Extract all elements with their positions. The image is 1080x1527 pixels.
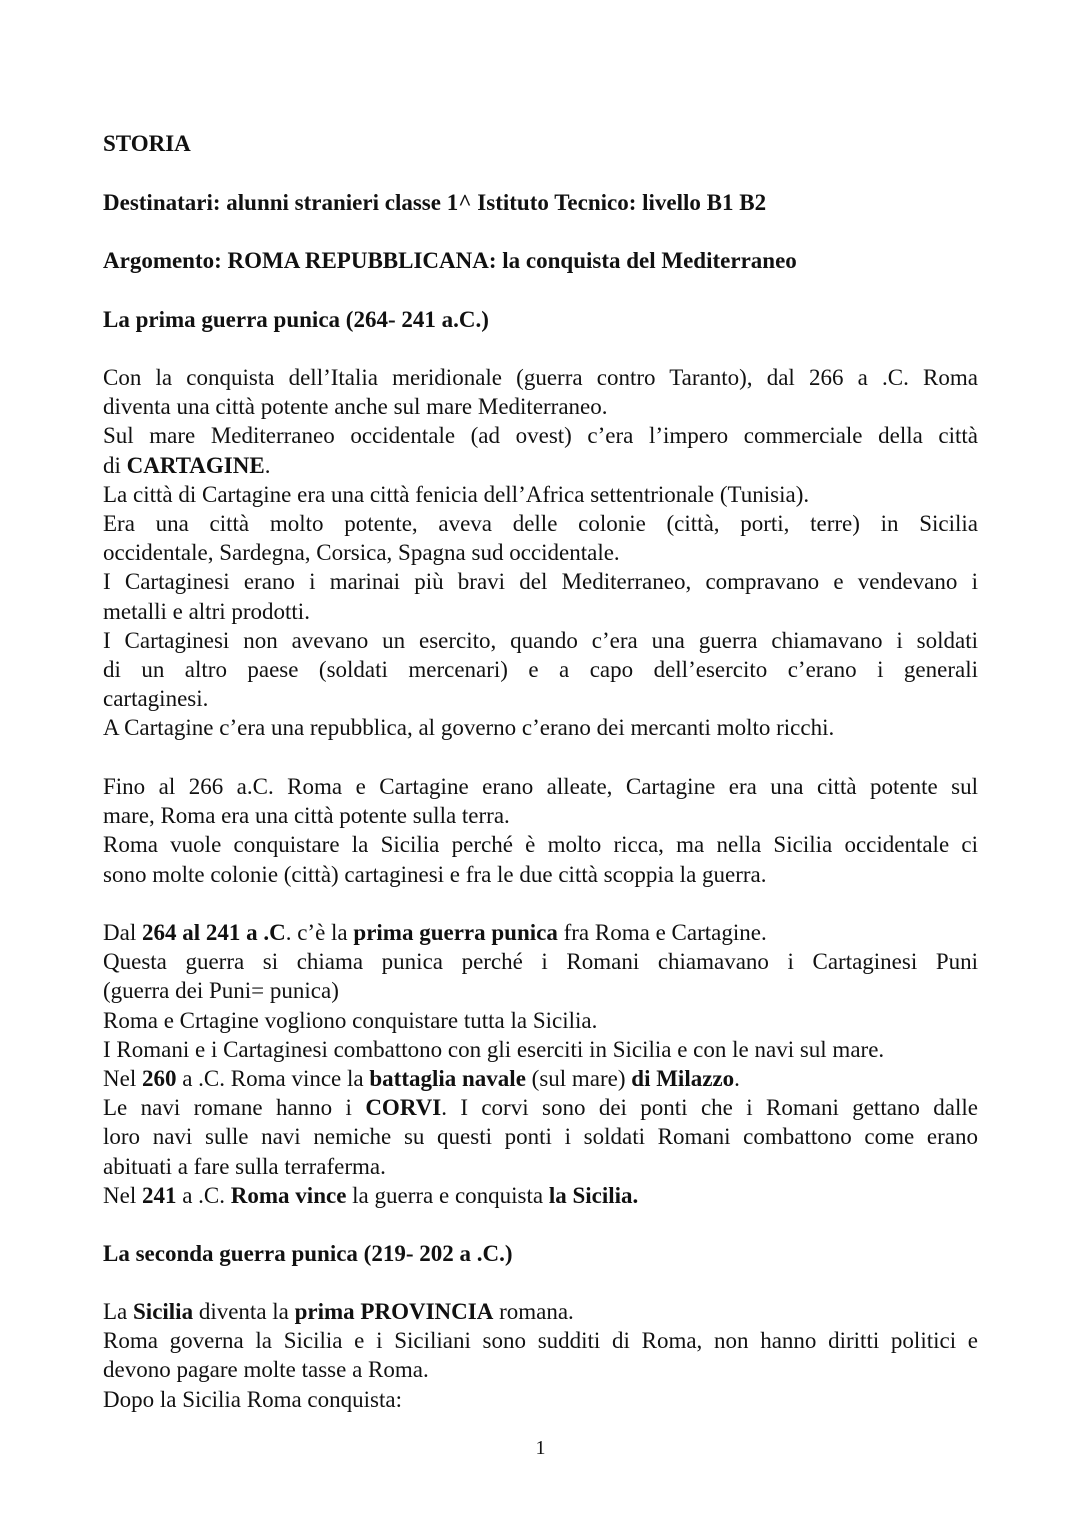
- text-line: Nel 241 a .C. Roma vince la guerra e conquista la Sicilia.: [103, 1182, 639, 1208]
- text-line: Dal 264 al 241 a .C. c’è la prima guerra punica fra Roma e Cartagine.: [103, 920, 767, 945]
- text-line: I Romani e i Cartaginesi combattono con gli eserciti in Sicilia e con le navi sul mare.: [103, 1036, 885, 1062]
- text-line: Fino al 266 a.C. Roma e Cartagine erano alleate, Cartagine era una città potente sul: [103, 774, 978, 799]
- text-line: mare, Roma era una città potente sulla terra.: [103, 803, 510, 829]
- text-line: Nel 260 a .C. Roma vince la battaglia navale (sul mare) di Milazzo.: [103, 1066, 740, 1092]
- text-line: La Sicilia diventa la prima PROVINCIA romana.: [103, 1299, 574, 1324]
- doc-title: STORIA: [103, 131, 191, 156]
- paragraph-province: [103, 1297, 978, 1414]
- recipients-line: Destinatari: alunni stranieri classe 1^ Istituto Tecnico: livello B1 B2: [103, 190, 767, 215]
- text-line: Roma e Crtagine vogliono conquistare tutta la Sicilia.: [103, 1007, 598, 1033]
- section-heading-second-punic-war: La seconda guerra punica (219- 202 a .C.): [103, 1241, 513, 1266]
- bold-term-cartagine: CARTAGINE: [126, 452, 265, 478]
- text-line: Era una città molto potente, aveva delle colonie (città, porti, terre) in Sicilia: [103, 511, 978, 537]
- paragraph-alliance: [103, 772, 978, 889]
- text-line: devono pagare molte tasse a Roma.: [103, 1357, 429, 1383]
- text-line: Le navi romane hanno i CORVI. I corvi sono dei ponti che i Romani gettano dalle: [103, 1095, 978, 1121]
- text-line: loro navi sulle navi nemiche su questi ponti i soldati Romani combattono come erano: [103, 1124, 978, 1150]
- text-line: abituati a fare sulla terraferma.: [103, 1153, 386, 1179]
- text-line: Dopo la Sicilia Roma conquista:: [103, 1386, 402, 1412]
- page-number: 1: [535, 1437, 546, 1459]
- text-line: La città di Cartagine era una città fenicia dell’Africa settentrionale (Tunisia).: [103, 481, 810, 507]
- text-line: Questa guerra si chiama punica perché i Romani chiamavano i Cartaginesi Puni: [103, 949, 978, 975]
- text-line: I Cartaginesi non avevano un esercito, quando c’era una guerra chiamavano i soldati: [103, 627, 978, 653]
- text-line: cartaginesi.: [103, 686, 209, 712]
- paragraph-carthage: [103, 363, 978, 743]
- text-line: metalli e altri prodotti.: [103, 598, 310, 624]
- paragraph-first-war: [103, 918, 978, 1210]
- text-line: Roma vuole conquistare la Sicilia perché è molto ricca, ma nella Sicilia occidentale ci: [103, 832, 978, 858]
- text-line: Roma governa la Sicilia e i Siciliani sono sudditi di Roma, non hanno diritti politici e: [103, 1328, 978, 1354]
- text-line: occidentale, Sardegna, Corsica, Spagna sud occidentale.: [103, 540, 620, 566]
- document-page: [103, 0, 978, 1527]
- text-line: Con la conquista dell’Italia meridionale (guerra contro Taranto), dal 266 a .C. Roma: [103, 365, 978, 390]
- text-line: (guerra dei Puni= punica): [103, 978, 339, 1004]
- text-line: I Cartaginesi erano i marinai più bravi del Mediterraneo, compravano e vendevano i: [103, 569, 978, 595]
- section-heading-first-punic-war: La prima guerra punica (264- 241 a.C.): [103, 307, 489, 332]
- text-line: A Cartagine c’era una repubblica, al governo c’erano dei mercanti molto ricchi.: [103, 715, 835, 741]
- text-line: diventa una città potente anche sul mare Mediterraneo.: [103, 394, 608, 420]
- text-line: Sul mare Mediterraneo occidentale (ad ovest) c’era l’impero commerciale della città: [103, 423, 978, 449]
- text-line: di CARTAGINE.: [103, 452, 271, 478]
- text-line: di un altro paese (soldati mercenari) e a capo dell’esercito c’erano i generali: [103, 657, 978, 683]
- topic-line: Argomento: ROMA REPUBBLICANA: la conquista del Mediterraneo: [103, 248, 797, 273]
- text-line: sono molte colonie (città) cartaginesi e fra le due città scoppia la guerra.: [103, 861, 767, 887]
